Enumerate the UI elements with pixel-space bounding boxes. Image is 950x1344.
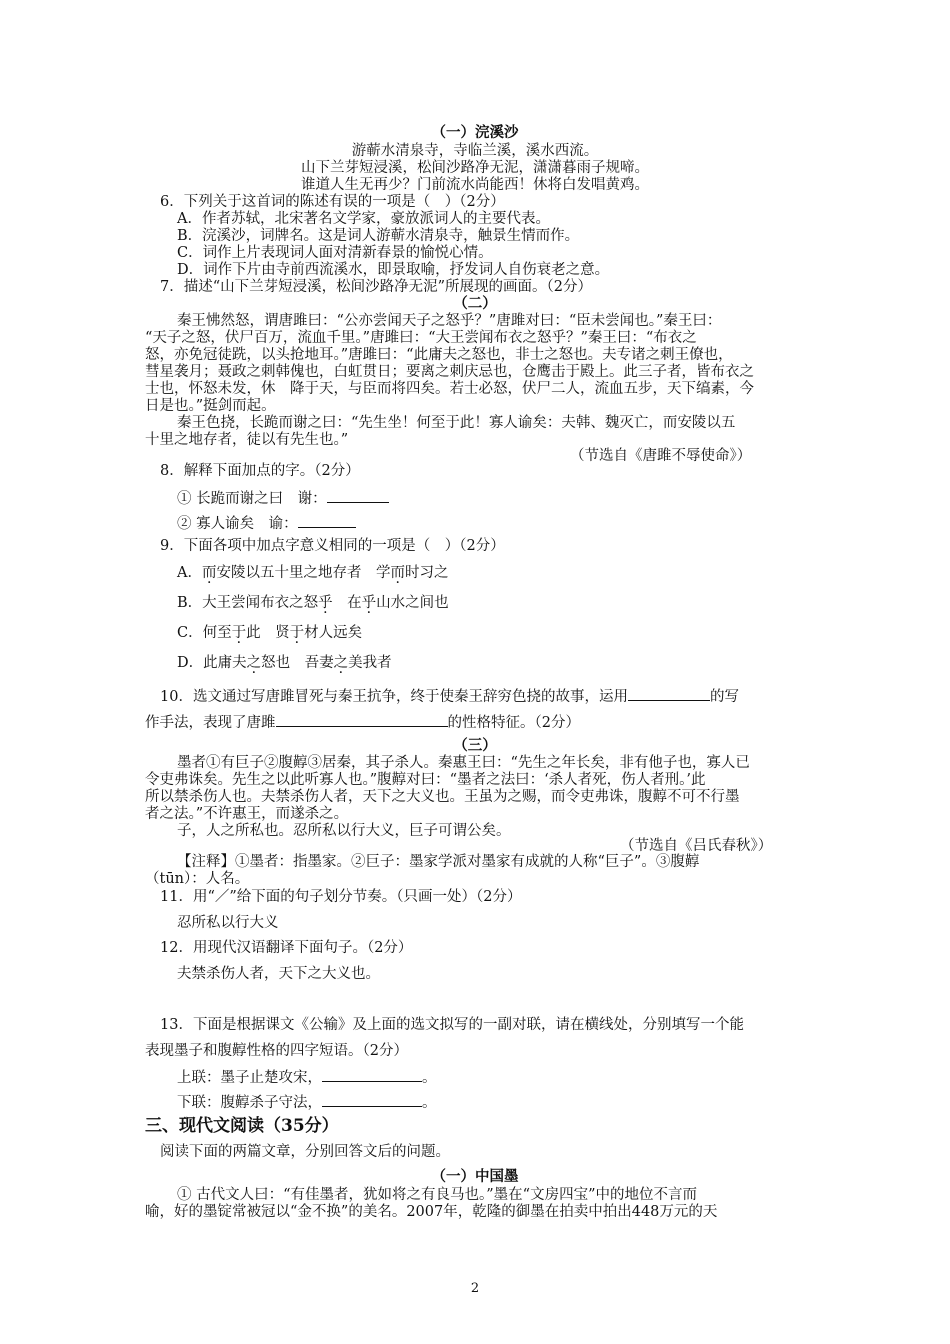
question-12-sentence: 夫禁杀伤人者，天下之大义也。 xyxy=(177,966,380,982)
question-10-text: 10．选文通过写唐雎冒死与秦王抗争，终于使秦王辞穷色挠的故事，运用 xyxy=(160,689,628,705)
passage-2-source: （节选自《唐雎不辱使命》） xyxy=(570,448,752,464)
question-8-item-2 xyxy=(177,513,356,533)
couplet-text: 。 xyxy=(422,1095,437,1111)
question-6-option-a: A．作者苏轼，北宋著名文学家，豪放派词人的主要代表。 xyxy=(177,211,550,227)
poem-title: （一）浣溪沙 xyxy=(431,124,519,141)
question-6-stem: 6．下列关于这首词的陈述有误的一项是（ ）（2分） xyxy=(160,194,505,210)
dotted-char: 而 xyxy=(390,565,405,581)
answer-blank[interactable] xyxy=(322,1067,422,1082)
question-9-stem: 9．下面各项中加点字意义相同的一项是（ ）（2分） xyxy=(160,538,505,554)
question-9-option-c xyxy=(177,624,362,642)
passage-2-line: 日是也。”挺剑而起。 xyxy=(145,398,276,414)
couplet-upper xyxy=(177,1067,437,1087)
couplet-text: 上联：墨子止楚攻宋， xyxy=(177,1070,322,1086)
question-9-option-a xyxy=(177,564,448,582)
dotted-char: 之 xyxy=(246,655,262,671)
option-text: C．何至 xyxy=(177,625,232,641)
question-8-item-1 xyxy=(177,488,389,508)
answer-blank[interactable] xyxy=(628,686,710,701)
passage-3-line: 所以禁杀伤人也。夫禁杀伤人者，天下之大义也。王虽为之赐，而令吏弗诛，腹䵍不可不行墨 xyxy=(145,789,740,805)
passage-2-line: “天子之怒，伏尸百万，流血千里。”唐雎曰：“大王尝闻布衣之怒乎？”秦王曰：“布衣之 xyxy=(145,330,697,346)
dotted-char: 乎 xyxy=(361,595,377,611)
question-9-option-d xyxy=(177,654,392,672)
question-13-line-2: 表现墨子和腹䵍性格的四字短语。（2分） xyxy=(145,1043,408,1059)
dotted-char: 之 xyxy=(333,655,349,671)
passage-2-line: 彗星袭月；聂政之刺韩傀也，白虹贯日；要离之刺庆忌也，仓鹰击于殿上。此三子者，皆布衣之 xyxy=(145,364,754,380)
option-text: B．大王尝闻布衣之怒 xyxy=(177,595,319,611)
option-text: 在 xyxy=(332,595,362,611)
passage-3-line: 子，人之所私也。忍所私以行大义，巨子可谓公矣。 xyxy=(177,823,511,839)
dotted-char: 乎 xyxy=(318,595,333,611)
question-8-stem: 8．解释下面加点的字。（2分） xyxy=(160,463,360,479)
passage-2-title: （二） xyxy=(453,295,497,312)
question-6-option-d: D．词作下片由寺前西流溪水，即景取喻，抒发词人自伤衰老之意。 xyxy=(177,262,610,278)
dotted-char: 而 xyxy=(201,565,217,581)
question-8-item-2-label: ② 寡人谕矣 谕： xyxy=(177,516,298,532)
article-1-line: ① 古代文人曰：“有佳墨者，犹如将之有良马也。”墨在“文房四宝”中的地位不言而 xyxy=(177,1187,698,1203)
option-text: 怒也 吾妻 xyxy=(261,655,334,671)
dotted-char: 于 xyxy=(289,625,305,641)
dotted-char: 于 xyxy=(231,625,247,641)
question-10-line-2 xyxy=(145,712,580,732)
couplet-lower xyxy=(177,1092,437,1112)
option-text: 美我者 xyxy=(348,655,392,671)
page-number: 2 xyxy=(470,1281,480,1296)
passage-3-note: （tūn）：人名。 xyxy=(145,871,250,887)
answer-blank[interactable] xyxy=(322,1092,422,1107)
question-10-text: 的写 xyxy=(709,689,739,705)
passage-3-line: 墨者①有巨子②腹䵍③居秦，其子杀人。秦惠王曰：“先生之年长矣，非有他子也，寡人已 xyxy=(177,755,750,771)
section-3-title: 三、现代文阅读（35分） xyxy=(145,1116,339,1136)
poem-line: 游蕲水清泉寺，寺临兰溪，溪水西流。 xyxy=(351,143,599,159)
article-1-title: （一）中国墨 xyxy=(431,1168,519,1185)
passage-3-source: （节选自《吕氏春秋》） xyxy=(620,838,773,854)
option-text: 安陵以五十里之地存者 学 xyxy=(216,565,391,581)
option-text: 山水之间也 xyxy=(376,595,449,611)
question-6-option-b: B．浣溪沙，词牌名。这是词人游蕲水清泉寺，触景生情而作。 xyxy=(177,228,580,244)
question-13-line-1: 13．下面是根据课文《公输》及上面的选文拟写的一副对联，请在横线处，分别填写一个能 xyxy=(160,1017,744,1033)
poem-line: 山下兰芽短浸溪，松间沙路净无泥，潇潇暮雨子规啼。 xyxy=(301,160,649,176)
passage-2-line: 秦王色挠，长跪而谢之曰：“先生坐！何至于此！寡人谕矣：夫韩、魏灭亡，而安陵以五 xyxy=(177,415,736,431)
passage-2-line: 十里之地存者，徒以有先生也。” xyxy=(145,432,349,448)
couplet-text: 下联：腹䵍杀子守法， xyxy=(177,1095,322,1111)
answer-blank[interactable] xyxy=(276,712,448,727)
passage-3-title: （三） xyxy=(453,737,497,754)
section-3-intro: 阅读下面的两篇文章，分别回答文后的问题。 xyxy=(160,1144,450,1160)
poem-line: 谁道人生无再少？门前流水尚能西！休将白发唱黄鸡。 xyxy=(301,177,649,193)
passage-3-line: 令吏弗诛矣。先生之以此听寡人也。”腹䵍对曰：“墨者之法曰：‘杀人者死，伤人者刑。’此 xyxy=(145,772,706,788)
option-text: 时习之 xyxy=(404,565,449,581)
passage-2-line: 怒，亦免冠徒跣，以头抢地耳。”唐雎曰：“此庸夫之怒也，非士之怒也。夫专诸之刺王僚也， xyxy=(145,347,733,363)
passage-3-note: 【注释】①墨者：指墨家。②巨子：墨家学派对墨家有成就的人称“巨子”。③腹䵍 xyxy=(177,854,700,870)
question-12-stem: 12．用现代汉语翻译下面句子。（2分） xyxy=(160,940,413,956)
article-1-line: 喻，好的墨锭常被冠以“金不换”的美名。2007年，乾隆的御墨在拍卖中拍出448万元的天 xyxy=(145,1204,718,1220)
option-text: D．此庸夫 xyxy=(177,655,247,671)
couplet-text: 。 xyxy=(422,1070,437,1086)
question-10-line-1 xyxy=(160,686,739,706)
passage-2-line: 士也，怀怒未发，休 降于天，与臣而将四矣。若士必怒，伏尸二人，流血五步，天下缟素，今 xyxy=(145,381,754,397)
question-10-text: 的性格特征。（2分） xyxy=(447,715,580,731)
question-11-stem: 11．用“／”给下面的句子划分节奏。（只画一处）（2分） xyxy=(160,889,522,905)
question-7-stem: 7．描述“山下兰芽短浸溪，松间沙路净无泥”所展现的画面。（2分） xyxy=(160,279,593,295)
question-6-option-c: C．词作上片表现词人面对清新春景的愉悦心情。 xyxy=(177,245,493,261)
option-text: A． xyxy=(177,565,202,581)
passage-2-line: 秦王怫然怒，谓唐雎曰：“公亦尝闻天子之怒乎？”唐雎对曰：“臣未尝闻也。”秦王曰： xyxy=(177,313,722,329)
question-10-text: 作手法，表现了唐雎 xyxy=(145,715,276,731)
option-text: 材人远矣 xyxy=(304,625,363,641)
answer-blank[interactable] xyxy=(327,488,389,503)
question-8-item-1-label: ① 长跪而谢之曰 谢： xyxy=(177,491,327,507)
question-9-option-b xyxy=(177,594,449,612)
passage-3-line: 者之法。”不许惠王，而遂杀之。 xyxy=(145,806,349,822)
answer-blank[interactable] xyxy=(298,513,356,528)
question-11-sentence: 忍所私以行大义 xyxy=(177,915,279,931)
option-text: 此 贤 xyxy=(246,625,290,641)
